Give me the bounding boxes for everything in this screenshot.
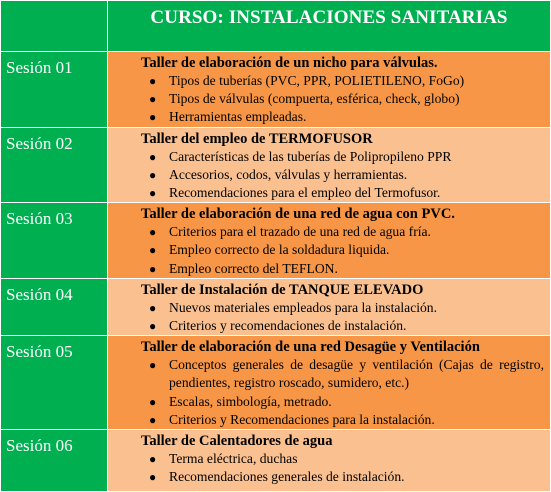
session-topics [108,299,550,335]
session-topics [108,450,550,486]
topic-item: ● Escalas, simbología, metrado. [108,393,544,411]
session-content-cell [108,203,551,279]
session-title: Taller de Calentadores de agua [141,433,333,450]
topic-item: ● Tipos de válvulas (compuerta, esférica, check, globo) [108,90,544,108]
topic-item: ● Empleo correcto del TEFLON. [108,260,544,278]
session-title: Taller de elaboración de una red de agua con PVC. [141,206,455,223]
bullet-icon: ● [149,186,157,201]
session-label: Sesión 01 [6,58,73,77]
session-title: Taller de elaboración de un nicho para válvulas. [141,55,438,71]
session-label-cell [1,278,108,335]
topic-item: ● Conceptos generales de desagüe y ventilación (Cajas de registro, pendientes, registro roscado, sumidero, etc.) [149,357,544,391]
session-topics [108,148,550,203]
session-label: Sesión 04 [6,284,73,304]
session-topics [108,72,550,127]
session-label: Sesión 05 [6,342,73,362]
bullet-icon: ● [149,110,157,125]
session-label: Sesión 02 [6,133,73,153]
session-label: Sesión 03 [6,209,73,229]
bullet-icon: ● [149,319,157,334]
session-topics [108,356,550,429]
topic-item: ● Criterios y recomendaciones de instalación. [108,317,544,335]
session-title: Taller de elaboración de una red Desagüe y Ventilación [141,339,480,356]
bullet-icon: ● [149,225,157,240]
topic-item: ● Accesorios, codos, válvulas y herramientas. [108,166,544,184]
bullet-icon: ● [149,452,157,467]
session-label-cell [1,52,108,128]
session-title: Taller de Instalación de TANQUE ELEVADO [141,281,424,298]
session-content-cell [108,52,551,128]
bullet-icon: ● [149,167,157,182]
bullet-icon: ● [149,300,157,315]
bullet-icon: ● [149,470,157,485]
session-content-cell [108,336,551,430]
session-row [1,278,551,335]
session-content-cell [108,430,551,492]
topic-item: ● Tipos de tuberías (PVC, PPR, POLIETILENO, FoGo) [108,72,544,90]
session-row [1,336,551,430]
topic-item: ● Criterios y Recomendaciones para la instalación. [108,411,544,429]
topic-item: ● Terma eléctrica, duchas [108,450,544,468]
session-label-cell [1,127,108,203]
course-title: CURSO: INSTALACIONES SANITARIAS [150,7,508,28]
bullet-icon: ● [149,92,157,107]
bullet-icon: ● [149,74,157,88]
header-row [1,1,551,52]
topic-item: ● Herramientas empleadas. [108,108,544,126]
session-content-cell [108,278,551,335]
session-label-cell [1,203,108,279]
topic-item: ● Empleo correcto de la soldadura liquida. [108,241,544,259]
bullet-icon: ● [149,412,157,427]
bullet-icon: ● [149,149,157,164]
bullet-icon: ● [149,358,157,373]
bullet-icon: ● [149,243,157,258]
session-label-cell [1,430,108,492]
bullet-icon: ● [149,261,157,276]
session-content-cell [108,127,551,203]
topic-item: ● Nuevos materiales empleados para la instalación. [108,299,544,317]
session-label-cell [1,336,108,430]
topic-item: ● Criterios para el trazado de una red de agua fría. [108,223,544,241]
topic-item: ● Recomendaciones para el empleo del Termofusor. [108,184,544,202]
session-label: Sesión 06 [6,436,73,456]
session-row [1,430,551,492]
session-row [1,127,551,203]
topic-item: ● Recomendaciones generales de instalación. [108,468,544,486]
session-row [1,52,551,128]
session-title: Taller del empleo de TERMOFUSOR [141,130,373,147]
header-left-cell [1,1,108,52]
header-title-cell [108,1,551,52]
bullet-icon: ● [149,394,157,409]
session-row [1,203,551,279]
session-topics [108,223,550,278]
topic-item: ● Características de las tuberías de Polipropileno PPR [108,148,544,166]
